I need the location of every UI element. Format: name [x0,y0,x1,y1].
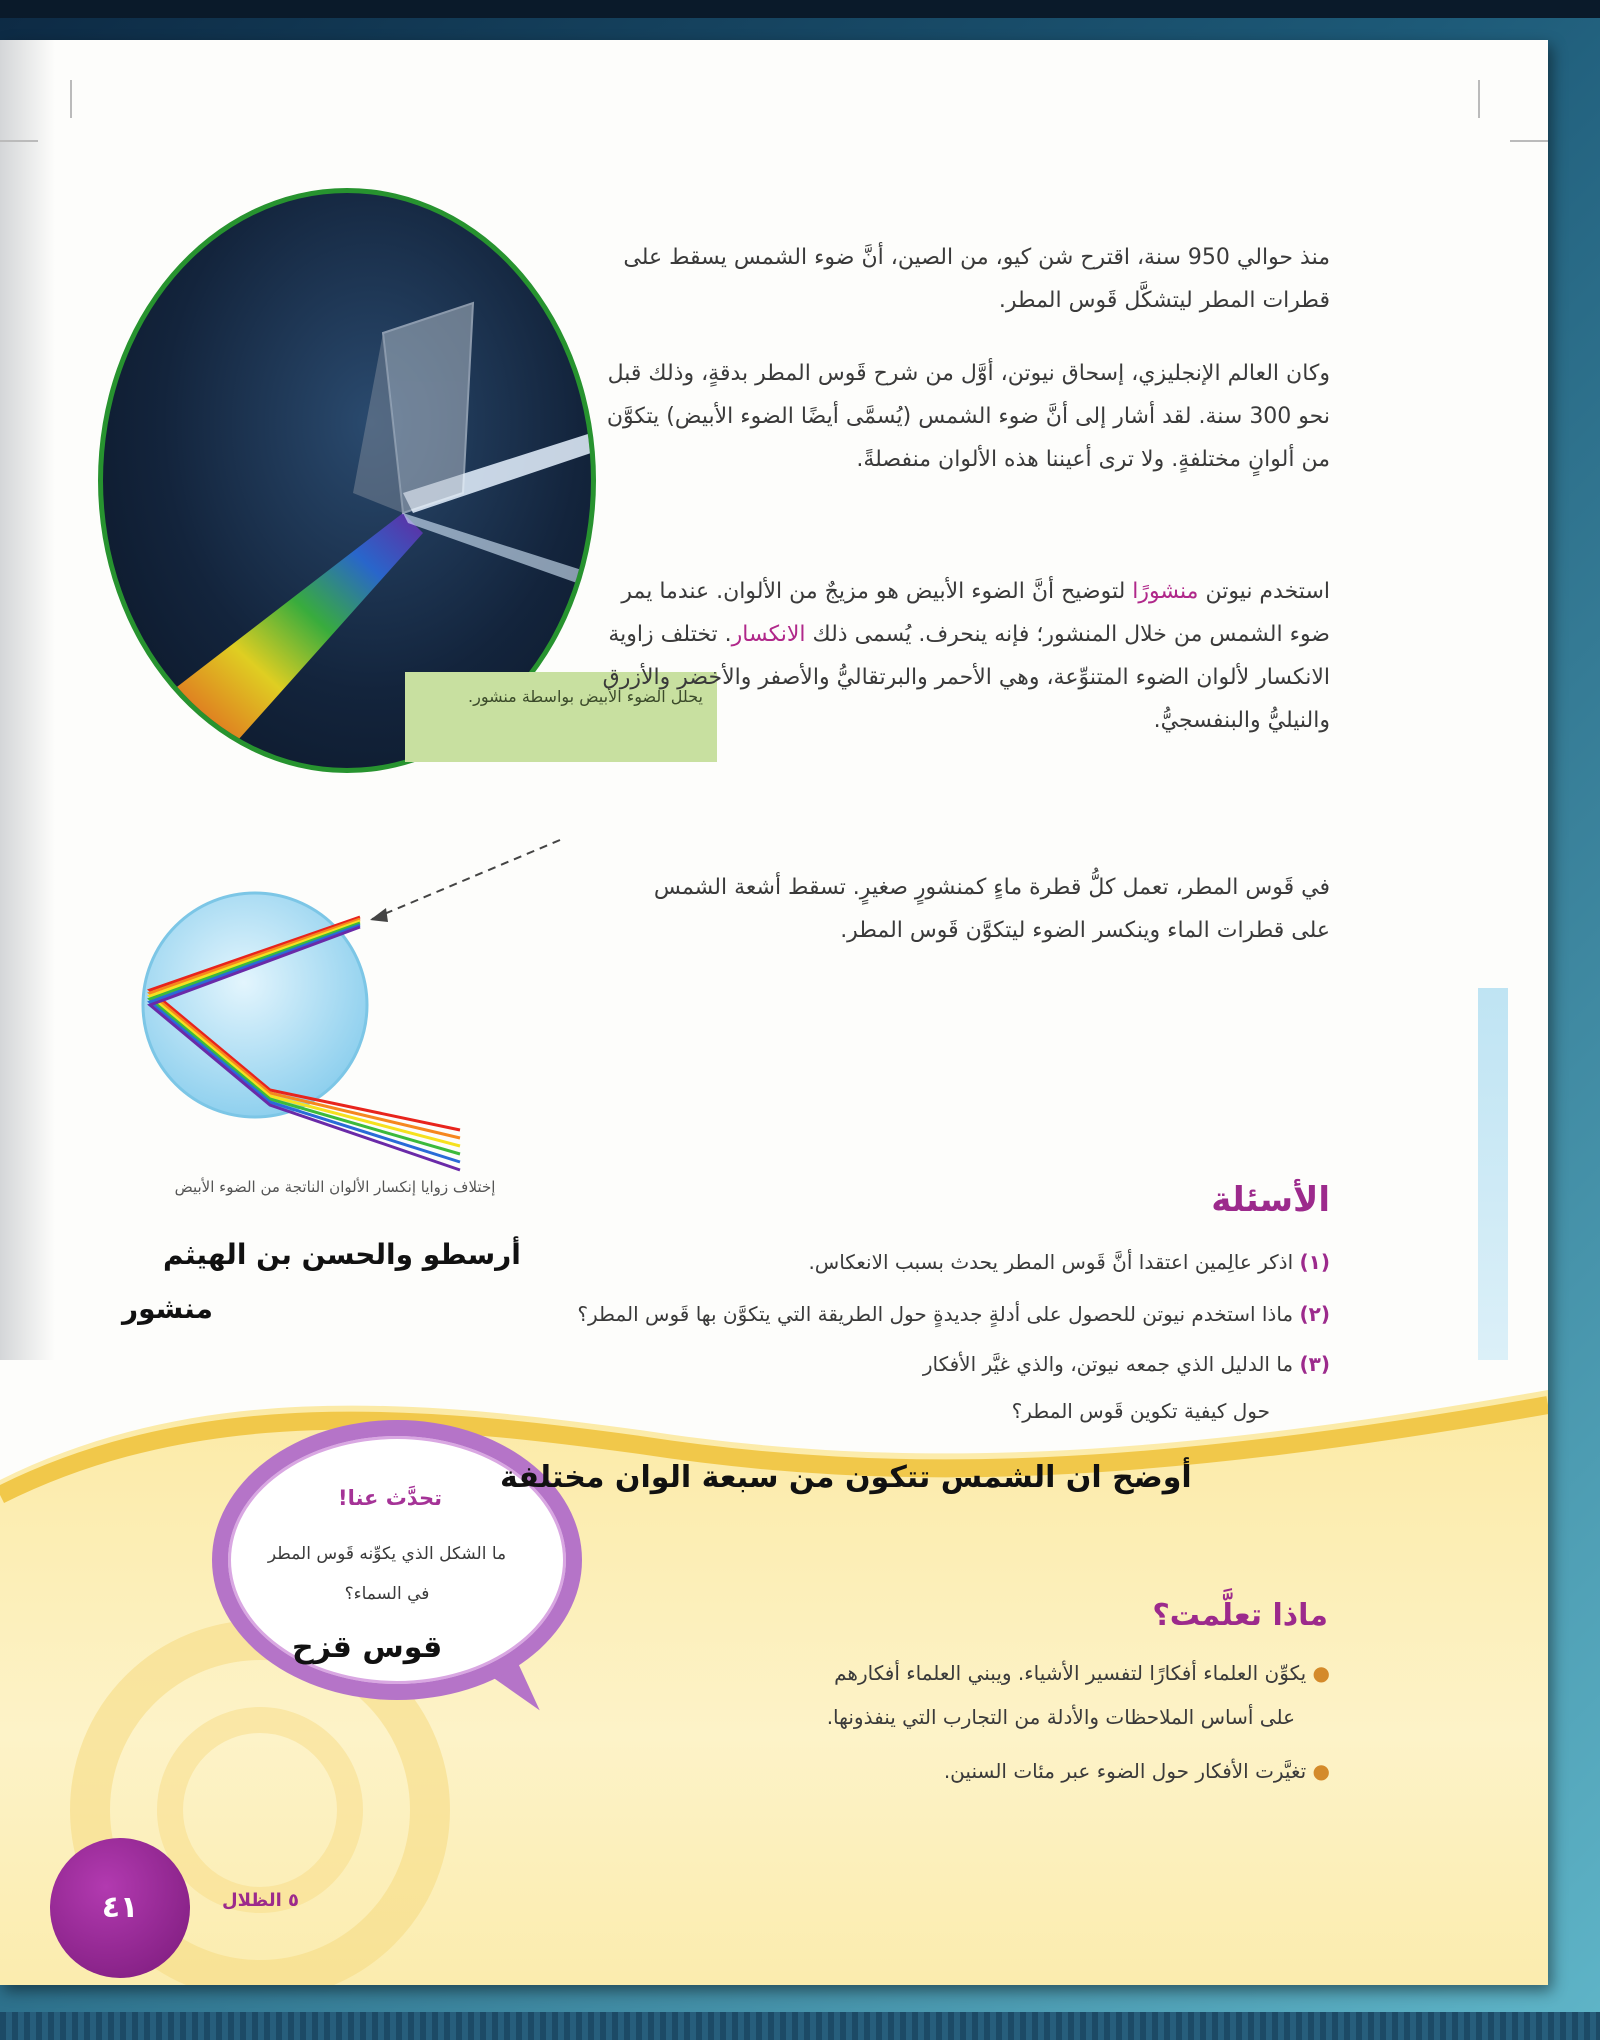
top-bar [0,0,1600,18]
question-3-continued: حول كيفية تكوين قَوس المطر؟ [1011,1399,1270,1423]
answer-2: منشور [122,1292,213,1325]
crop-mark [1478,80,1480,118]
newton-paragraph: وكان العالم الإنجليزي، إسحاق نيوتن، أوَّل من شرح قَوس المطر بدقةٍ، وذلك قبل نحو 300 سنة. لقد أشار إلى أنَّ ضوء الشمس (يُسمَّى أيضًا الضوء الأبيض) يتكوَّن من ألوانٍ مختلفةٍ. ولا ترى أعيننا هذه الألوان منفصلةً. [606,361,1330,472]
question-1-number: (١) [1299,1250,1330,1274]
intro-paragraph: منذ حوالي 950 سنة، اقترح شن كيو، من الصين، أنَّ ضوء الشمس يسقط على قطرات المطر ليتشكَّل قَوس المطر. [623,245,1330,313]
prism-paragraph-part3: . تختلف زاوية الانكسار لألوان الضوء المتنوِّعة، وهي الأحمر والبرتقاليُّ والأصفر والأخضر والأزرق والنيليُّ والبنفسجيُّ. [602,622,1330,733]
raindrop-paragraph: في قَوس المطر، تعمل كلُّ قطرة ماءٍ كمنشورٍ صغيرٍ. تسقط أشعة الشمس على قطرات الماء وينكسر الضوء ليتكوَّن قَوس المطر. [653,875,1330,943]
learned-item-2-text: تغيَّرت الأفكار حول الضوء عبر مئات السنين. [943,1759,1307,1783]
raindrop-caption: إختلاف زوايا إنكسار الألوان الناتجة من الضوء الأبيض [174,1178,496,1196]
crop-mark [1510,140,1548,142]
talk-bubble-text: ما الشكل الذي يكوِّنه قَوس المطر في السماء؟ [267,1544,507,1604]
bottom-bar [0,2012,1600,2040]
pointer-arrow [370,840,560,920]
prism-paragraph-part1: استخدم نيوتن [1198,579,1330,604]
crop-mark [70,80,72,118]
question-1-text: اذكر عالِمين اعتقدا أنَّ قَوس المطر يحدث بسبب الانعكاس. [808,1250,1294,1274]
raindrop-diagram [130,800,580,1200]
talk-bubble-title: تحدَّث عنا! [338,1486,442,1510]
answer-3: أوضح ان الشمس تتكون من سبعة الوان مختلفة [500,1460,1192,1495]
questions-title: الأسئلة [1211,1180,1330,1220]
bullet-icon: ● [1312,1661,1330,1685]
prism-paragraph-part2: لتوضيح أنَّ الضوء الأبيض هو مزيجٌ من الألوان. عندما يمر ضوء الشمس من خلال المنشور؛ فإنه ينحرف. يُسمى ذلك [621,579,1330,647]
chapter-label: ٥ الظلال [222,1890,300,1911]
answer-1: أرسطو والحسن بن الهيثم [163,1238,521,1271]
learned-item-2 [560,1750,1330,1792]
question-3 [680,1348,1330,1380]
question-1 [640,1246,1330,1278]
question-2 [270,1298,1330,1330]
prism-caption: يحلل الضوء الأبيض بواسطة منشور. [405,672,717,762]
page-number: ٤١ [50,1838,190,1978]
bubble-answer: قوس قزح [292,1630,443,1665]
question-3-text: ما الدليل الذي جمعه نيوتن، والذي غيَّر الأفكار [922,1352,1294,1376]
prism-paragraph [600,570,1330,742]
learned-item-1-line-1: يكوِّن العلماء أفكارًا لتفسير الأشياء. ويبني العلماء أفكارهم [834,1661,1307,1685]
question-2-text: ماذا استخدم نيوتن للحصول على أدلةٍ جديدةٍ حول الطريقة التي يتكوَّن بها قَوس المطر؟ [577,1302,1294,1326]
question-2-number: (٢) [1299,1302,1330,1326]
learned-item-1 [560,1652,1330,1694]
question-3-number: (٣) [1299,1352,1330,1376]
learned-title: ماذا تعلَّمت؟ [1152,1598,1328,1633]
crop-mark [0,140,38,142]
bullet-icon: ● [1312,1759,1330,1783]
term-prism: منشورًا [1132,579,1199,604]
term-refraction: الانكسار [731,622,806,647]
learned-item-1-line-2: على أساس الملاحظات والأدلة من التجارب التي ينفذونها. [826,1705,1295,1729]
textbook-page [0,40,1548,1985]
